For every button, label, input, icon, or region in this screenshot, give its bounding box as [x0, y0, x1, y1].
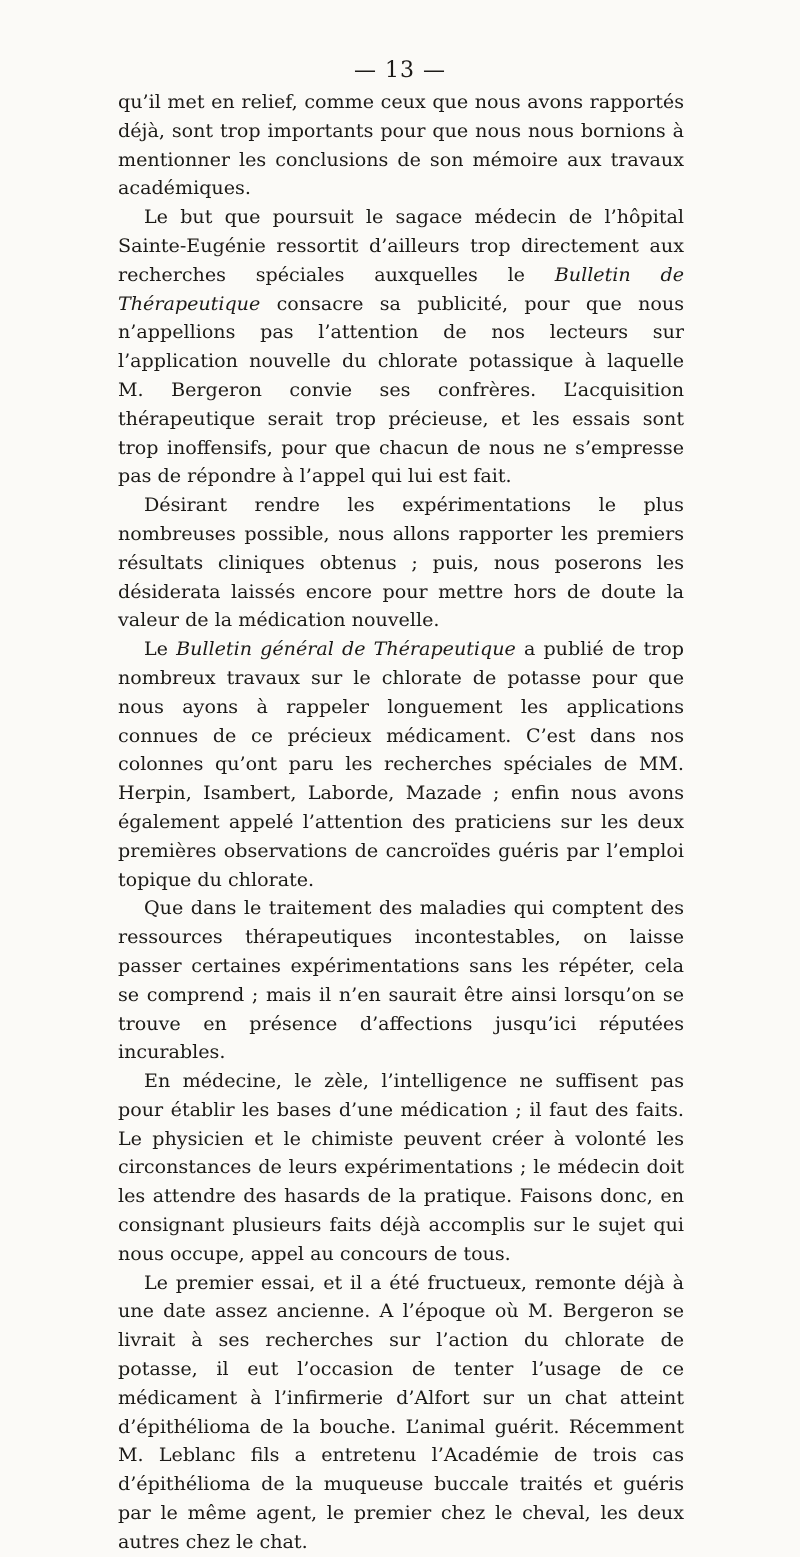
paragraph-p4	[118, 635, 684, 894]
paragraph-p3	[118, 491, 684, 635]
text-segment: a publié de trop nombreux travaux sur le chlorate de potasse pour que nous ayons à rappeler longuement les applications connues de ce précieux médicament. C’est dans nos colonnes qu’ont paru les recherches spéciales de MM. Herpin, Isambert, Laborde, Mazade ; enfin nous avons également appelé l’attention des praticiens sur les deux premières observations de cancroïdes guéris par l’emploi topique du chlorate.	[118, 637, 684, 891]
page-number: — 13 —	[354, 58, 446, 83]
journal-title: Bulletin général de Thérapeutique	[176, 637, 516, 661]
text-segment: consacre sa publicité, pour que nous n’appellions pas l’attention de nos lecteurs sur l’application nouvelle du chlorate potassique à laquelle M. Bergeron convie ses confrères. L’acquisition thérapeutique serait trop précieuse, et les essais sont trop inoffensifs, pour que chacun de nous ne s’empresse pas de répondre à l’appel qui lui est fait.	[118, 291, 684, 488]
text-segment: qu’il met en relief, comme ceux que nous avons rapportés déjà, sont trop importants pour que nous nous bornions à mentionner les conclusions de son mémoire aux travaux académiques.	[118, 90, 684, 200]
journal-title: Bulletin de Thérapeutique	[118, 262, 684, 315]
text-segment: En médecine, le zèle, l’intelligence ne suffisent pas pour établir les bases d’une médication ; il faut des faits. Le physicien et le chimiste peuvent créer à volonté les circonstances de leurs expérimentations ; le médecin doit les attendre des hasards de la pratique. Faisons donc, en consignant plusieurs faits déjà accomplis sur le sujet qui nous occupe, appel au concours de tous.	[118, 1069, 684, 1265]
text-segment: Le premier essai, et il a été fructueux, remonte déjà à une date assez ancienne. A l’époque où M. Bergeron se livrait à ses recherches sur l’action du chlorate de potasse, il eut l’occasion de tenter l’usage de ce médicament à l’infirmerie d’Alfort sur un chat atteint d’épithélioma de la bouche. L’animal guérit. Récemment M. Leblanc fils a entretenu l’Académie de trois cas d’épithélioma de la muqueuse buccale traités et guéris par le même agent, le premier chez le cheval, les deux autres chez le chat.	[118, 1270, 684, 1553]
text-segment: Désirant rendre les expérimentations le plus nombreuses possible, nous allons rapporter les premiers résultats cliniques obtenus ; puis, nous poserons les désiderata laissés encore pour mettre hors de doute la valeur de la médication nouvelle.	[118, 493, 684, 632]
text-segment: Le	[144, 637, 177, 661]
paragraph-p2	[118, 203, 684, 491]
paragraph-p1	[118, 88, 684, 203]
paragraph-p7	[118, 1269, 684, 1557]
paragraph-p6	[118, 1067, 684, 1269]
text-segment: Le but que poursuit le sagace médecin de l’hôpital Sainte-Eugénie ressortit d’ailleurs trop directement aux recherches spéciales auxquelles le	[118, 205, 684, 286]
body-text	[118, 88, 684, 1557]
text-segment: Que dans le traitement des maladies qui comptent des ressources thérapeutiques incontestables, on laisse passer certaines expérimentations sans les répéter, cela se comprend ; mais il n’en saurait être ainsi lorsqu’on se trouve en présence d’affections jusqu’ici réputées incurables.	[118, 896, 684, 1064]
paragraph-p5	[118, 894, 684, 1067]
